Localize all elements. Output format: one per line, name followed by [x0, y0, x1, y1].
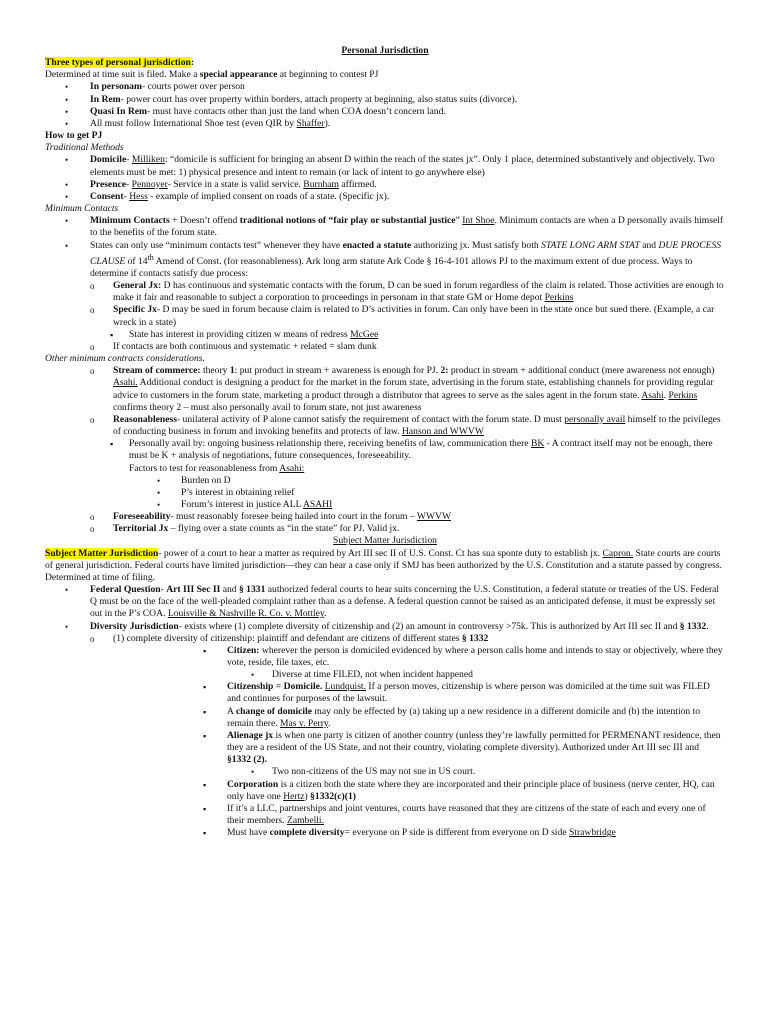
- citizen-item: ▪ Citizen: wherever the person is domiciled evidenced by where a person calls home and intends to stay or objectively, where they vote, reside, file taxes, etc.: [203, 644, 723, 668]
- document-title: Personal Jurisdiction: [341, 45, 429, 56]
- presence-item: • Presence- Pennoyer- Service in a state is valid service. Burnham affirmed.: [65, 178, 377, 190]
- citizenship-domicile-item: ▪ Citizenship = Domicile. Lundquist. If a person moves, citizenship is where person was domiciled at the time suit was FILED and continues for purposes of the lawsuit.: [203, 681, 710, 705]
- federal-question-item: • Federal Question- Art III Sec II and § 1331 authorized federal courts to hear suits concerning the U.S. Constitution, a federal statute or treaties of the US. Federal Q must be on the face of the well-pleaded complaint rather than as a defense. A federal question cannot be raised as an anticipated defense, it must be expressly set out in the P’s COA. Louisville & Nashville R. Co. v. Mottley.: [65, 584, 720, 620]
- pj-heading: Three types of personal jurisdiction:: [45, 57, 195, 69]
- complete-diversity-subitem: o (1) complete diversity of citizenship: plaintiff and defendant are citizens of different states § 1332: [90, 632, 489, 644]
- how-to-get-pj-heading: How to get PJ: [45, 130, 103, 142]
- citizen-subitem: • Diverse at time FILED, not when incident happened: [251, 669, 473, 681]
- slam-dunk-item: o If contacts are both continuous and systematic + related = slam dunk: [90, 340, 377, 352]
- stream-of-commerce-item: o Stream of commerce: theory 1: put product in stream + awareness is enough for PJ. 2: product in stream + additional conduct (mere awareness not enough) Asahi. Additional conduct is designing a product for the market in the forum state, advertising in the forum state, establishing channels for providing regular advice to customers in the forum state, marketing a product through a distributor that agrees to serve as the sales agent in the forum state. Asahi. Perkins confirms theory 2 – must also personally avail to forum state, not just awareness: [90, 365, 715, 413]
- factor-item: • P’s interest in obtaining relief: [157, 486, 295, 498]
- foreseeability-item: o Foreseeability- must reasonably foresee being hailed into court in the forum – WWVW: [90, 511, 451, 523]
- long-arm-statute-item: • States can only use “minimum contacts test” whenever they have enacted a statute authorizing jx. Must satisfy both STATE LONG ARM STAT and DUE PROCESS CLAUSE of 14th Amend of Const. (for reasonableness). Ark long arm statute Ark Code § 16-4-101 allows PJ to the maximum extent of due process. Ways to determine if contacts satisfy due process:: [65, 239, 722, 279]
- territorial-jx-item: o Territorial Jx – flying over a state counts as “in the state” for PJ. Valid jx.: [90, 523, 400, 535]
- llc-item: ▪ If it’s a LLC, partnerships and joint ventures, courts have reasoned that they are citizens of the state of each and every one of their members. Zambelli.: [203, 802, 706, 827]
- document-page: [45, 0, 725, 839]
- traditional-methods-heading: Traditional Methods: [45, 142, 124, 154]
- minimum-contacts-heading: Minimum Contacts: [45, 203, 119, 215]
- change-of-domicile-item: ▪ A change of domicile may only be effected by (a) taking up a new residence in a different domicile and (b) the intention to remain there. Mas v. Perry.: [203, 705, 701, 729]
- pj-type-quasi-in-rem: • Quasi In Rem- must have contacts other than just the land when COA doesn’t concern land.: [65, 105, 446, 117]
- pj-intro: Determined at time suit is filed. Make a special appearance at beginning to contest PJ: [45, 69, 379, 81]
- domicile-item: • Domicile- Milliken: “domicile is sufficient for bringing an absent D within the reach of the states jx”. Only 1 place, determined substantively and objectively. Two elements must be met: 1) physical presence and intent to remain (or lack of intent to go anywhere else): [65, 154, 715, 178]
- smj-intro: Subject Matter Jurisdiction- power of a court to hear a matter as required by Art III sec II of U.S. Const. Ct has sua sponte duty to establish jx. Capron. State courts are courts of general jurisdiction. Federal courts have limited jurisdiction—they can hear a case only if SMJ has been authorized by the U.S. Constitution and a statute passed by congress. Determined at time of filing.: [45, 547, 722, 583]
- general-jx-item: o General Jx: D has continuous and systematic contacts with the forum, D can be sued in forum regardless of the claim is related. Those activities are enough to make it fair and reasonable to subject a corporation to proceedings in personam in that state GM or Home depot Perkins: [90, 280, 724, 304]
- personally-avail-subitem: ▪ Personally avail by: ongoing business relationship there, receiving benefits of law, communication there BK - A contract itself may not be enough, there must be K + analysis of negotiations, future consequences, foreseeability.: [110, 438, 713, 462]
- alienage-subitem: • Two non-citizens of the US may not sue in US court.: [251, 766, 476, 778]
- other-considerations-heading: Other minimum contracts considerations.: [45, 353, 205, 365]
- factor-item: • Burden on D: [157, 474, 231, 486]
- factors-heading: Factors to test for reasonableness from Asahi:: [129, 462, 305, 474]
- specific-jx-item: o Specific Jx- D may be sued in forum because claim is related to D’s activities in forum. Can only have been in the state once but sued there. (Example, a car wreck in a state): [90, 304, 715, 328]
- pj-type-in-rem: • In Rem- power court has over property within borders, attach property at beginning, also status suits (divorce).: [65, 93, 518, 105]
- pj-type-in-personam: • In personam- courts power over person: [65, 81, 245, 93]
- corporation-item: ▪ Corporation is a citizen both the state where they are incorporated and their principle place of business (nerve center, HQ, can only have one Hertz) §1332(c)(1): [203, 778, 715, 802]
- consent-item: • Consent- Hess - example of implied consent on roads of a state. (Specific jx).: [65, 190, 390, 202]
- factor-item: • Forum’s interest in justice ALL ASAHI: [157, 498, 333, 510]
- pj-type-shoe-test: • All must follow International Shoe test (even QIR by Shaffer).: [65, 117, 331, 129]
- alienage-jx-item: ▪ Alienage jx is when one party is citizen of another country (unless they’re lawfully permitted for PERMENANT residence, then they are a resident of the US State, and not their country, violating complete diversity). Authorized under Art III sec III and §1332 (2).: [203, 729, 721, 766]
- reasonableness-item: o Reasonableness- unilateral activity of P alone cannot satisfy the requirement of contact with the forum state. D must personally avail himself to the privileges of conducting business in forum and invoking benefits and protects of law. Hanson and WWVW: [90, 413, 721, 438]
- minimum-contacts-item: • Minimum Contacts + Doesn’t offend traditional notions of “fair play or substantial justice” Int Shoe. Minimum contacts are when a D personally avails himself to the benefits of the forum state.: [65, 215, 724, 239]
- complete-diversity-item: ▪ Must have complete diversity= everyone on P side is different from everyone on D side Strawbridge: [203, 827, 616, 839]
- diversity-jurisdiction-item: • Diversity Jurisdiction- exists where (1) complete diversity of citizenship and (2) an amount in controversy >75k. This is authorized by Art III sec II and § 1332.: [65, 620, 709, 632]
- smj-section-heading: Subject Matter Jurisdiction: [333, 535, 437, 547]
- specific-jx-subitem: ▪ State has interest in providing citizen w means of redress McGee: [110, 328, 379, 340]
